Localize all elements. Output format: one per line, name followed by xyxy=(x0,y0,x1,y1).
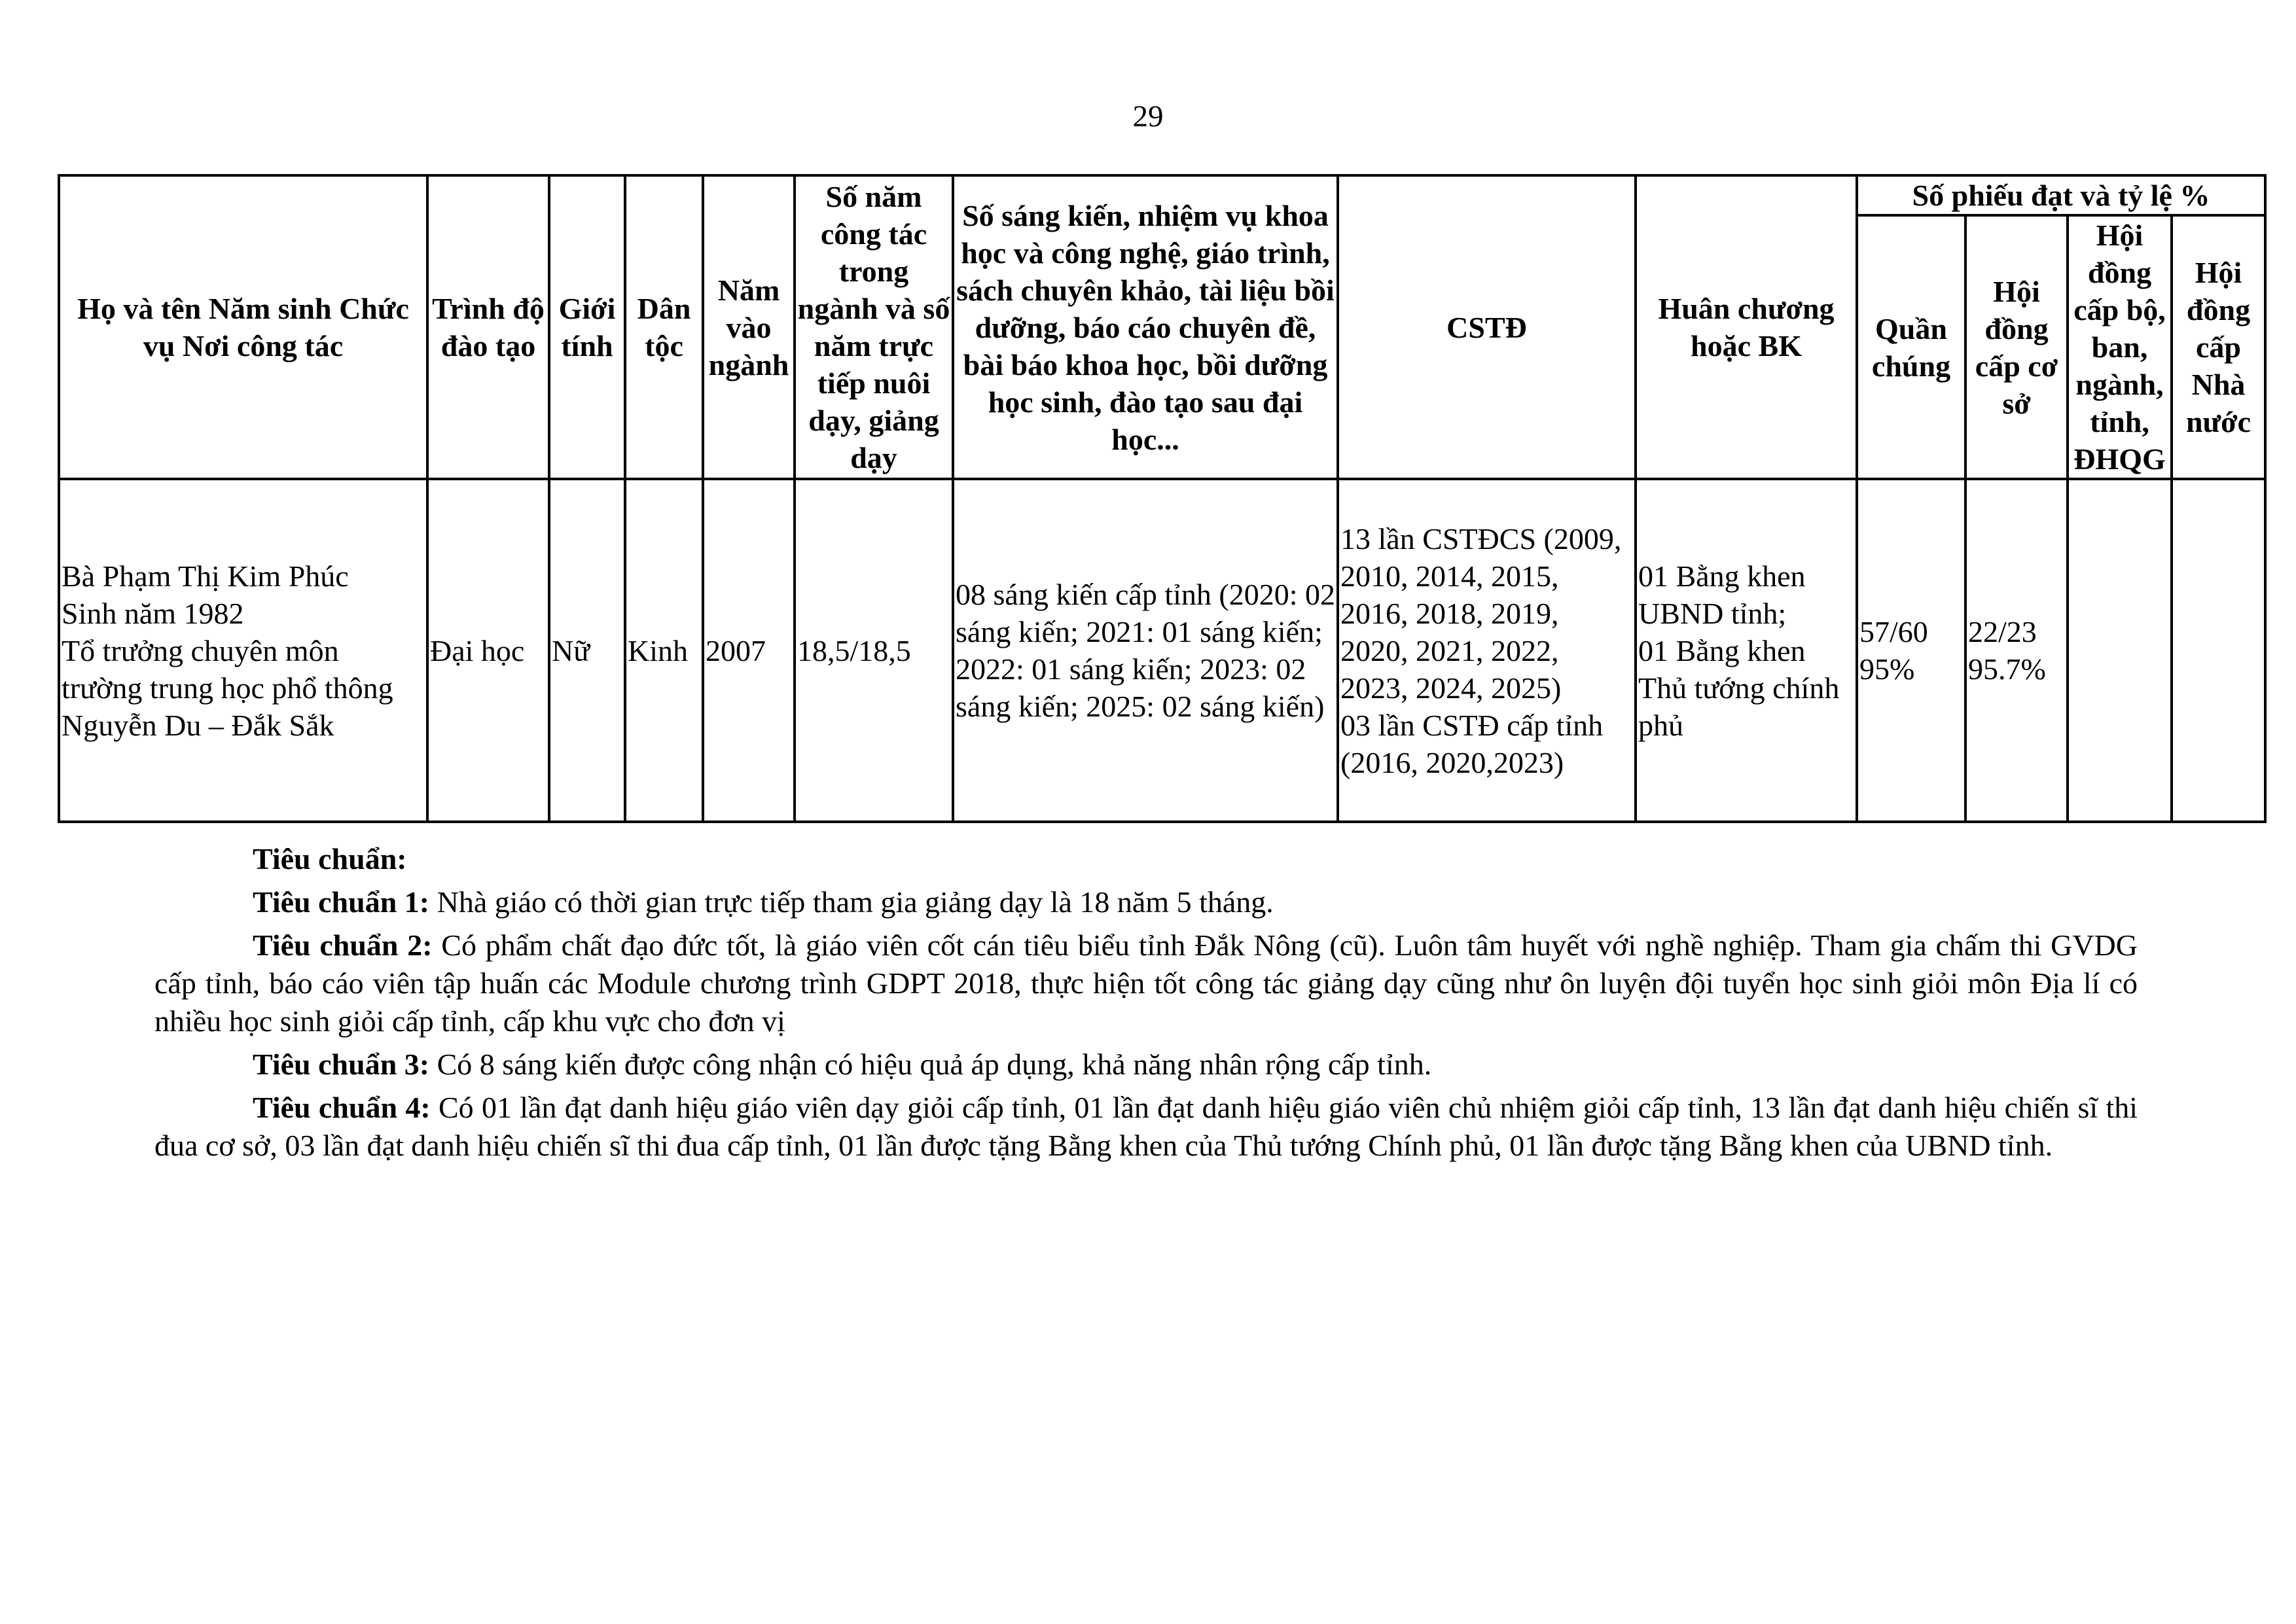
cstd-province-line: 03 lần CSTĐ cấp tỉnh (2016, 2020,2023) xyxy=(1340,708,1604,779)
cell-years-service: 18,5/18,5 xyxy=(795,479,953,822)
criteria-item-1 xyxy=(154,883,2138,921)
cstd-base-line: 13 lần CSTĐCS (2009, 2010, 2014, 2015, 2016, 2018, 2019, 2020, 2021, 2022, 2023, 2024, 2025) xyxy=(1340,521,1622,705)
page-number: 29 xyxy=(1132,99,1164,133)
votes-public-count: 57/60 xyxy=(1859,615,1928,648)
criteria-item-4 xyxy=(154,1089,2138,1165)
nominee-birth-year: Sinh năm 1982 xyxy=(62,596,244,630)
criteria-label: Tiêu chuẩn 2: xyxy=(253,928,433,962)
header-name: Họ và tên Năm sinh Chức vụ Nơi công tác xyxy=(59,175,427,479)
criteria-label: Tiêu chuẩn 3: xyxy=(253,1048,430,1081)
criteria-item-2 xyxy=(154,927,2138,1040)
header-cstd: CSTĐ xyxy=(1338,175,1636,479)
header-votes-ministry: Hội đồng cấp bộ, ban, ngành, tỉnh, ĐHQG xyxy=(2068,215,2172,479)
votes-public-percent: 95% xyxy=(1859,652,1915,686)
table-header-row xyxy=(59,175,2265,215)
header-votes-base: Hội đồng cấp cơ sở xyxy=(1965,215,2068,479)
cell-votes-public xyxy=(1857,479,1965,822)
header-ethnicity: Dân tộc xyxy=(625,175,703,479)
cell-name xyxy=(59,479,427,822)
votes-base-percent: 95.7% xyxy=(1968,652,2046,686)
cell-awards xyxy=(1636,479,1857,822)
cell-year-entered: 2007 xyxy=(703,479,795,822)
header-votes-public: Quần chúng xyxy=(1857,215,1965,479)
criteria-item-3 xyxy=(154,1046,2138,1084)
header-year-entered: Năm vào ngành xyxy=(703,175,795,479)
cell-gender: Nữ xyxy=(549,479,625,822)
criteria-heading xyxy=(154,840,2138,878)
cell-votes-base xyxy=(1965,479,2068,822)
header-education: Trình độ đào tạo xyxy=(427,175,549,479)
cell-votes-state xyxy=(2172,479,2265,822)
cell-cstd xyxy=(1338,479,1636,822)
criteria-text: Nhà giáo có thời gian trực tiếp tham gia giảng dạy là 18 năm 5 tháng. xyxy=(429,885,1274,919)
votes-base-count: 22/23 xyxy=(1968,615,2037,648)
header-awards: Huân chương hoặc BK xyxy=(1636,175,1857,479)
criteria-label: Tiêu chuẩn 4: xyxy=(253,1091,431,1124)
cell-votes-ministry xyxy=(2068,479,2172,822)
header-years-service: Số năm công tác trong ngành và số năm trực tiếp nuôi dạy, giảng dạy xyxy=(795,175,953,479)
cell-initiatives: 08 sáng kiến cấp tỉnh (2020: 02 sáng kiến; 2021: 01 sáng kiến; 2022: 01 sáng kiến; 2023: 02 sáng kiến; 2025: 02 sáng kiến) xyxy=(953,479,1338,822)
header-votes-group: Số phiếu đạt và tỷ lệ % xyxy=(1857,175,2265,215)
criteria-text: Có phẩm chất đạo đức tốt, là giáo viên cốt cán tiêu biểu tỉnh Đắk Nông (cũ). Luôn tâm huyết với nghề nghiệp. Tham gia chấm thi GVDG cấp tỉnh, báo cáo viên tập huấn các Module chương trình GDPT 2018, thực hiện tốt công tác giảng dạy cũng như ôn luyện đội tuyển học sinh giỏi môn Địa lí có nhiều học sinh giỏi cấp tỉnh, cấp khu vực cho đơn vị xyxy=(154,928,2138,1038)
criteria-text: Có 01 lần đạt danh hiệu giáo viên dạy giỏi cấp tỉnh, 01 lần đạt danh hiệu giáo viên chủ nhiệm giỏi cấp tỉnh, 13 lần đạt danh hiệu chiến sĩ thi đua cơ sở, 03 lần đạt danh hiệu chiến sĩ thi đua cấp tỉnh, 01 lần được tặng Bằng khen của Thủ tướng Chính phủ, 01 lần được tặng Bằng khen của UBND tỉnh. xyxy=(154,1091,2138,1162)
award-line: 01 Bằng khen UBND tỉnh; xyxy=(1638,559,1806,630)
header-initiatives: Số sáng kiến, nhiệm vụ khoa học và công nghệ, giáo trình, sách chuyên khảo, tài liệu bồi dưỡng, báo cáo chuyên đề, bài báo khoa học, bồi dưỡng học sinh, đào tạo sau đại học... xyxy=(953,175,1338,479)
nominee-table xyxy=(58,174,2267,823)
cell-ethnicity: Kinh xyxy=(625,479,703,822)
award-line: 01 Bằng khen Thủ tướng chính phủ xyxy=(1638,633,1840,742)
criteria-section xyxy=(154,840,2138,1165)
criteria-text: Có 8 sáng kiến được công nhận có hiệu quả áp dụng, khả năng nhân rộng cấp tỉnh. xyxy=(429,1048,1432,1081)
table-row xyxy=(59,479,2265,822)
cell-education: Đại học xyxy=(427,479,549,822)
header-gender: Giới tính xyxy=(549,175,625,479)
criteria-label: Tiêu chuẩn 1: xyxy=(253,885,430,919)
criteria-heading-text: Tiêu chuẩn: xyxy=(253,842,407,875)
header-votes-state: Hội đồng cấp Nhà nước xyxy=(2172,215,2265,479)
nominee-position: Tổ trưởng chuyên môn trường trung học phổ thông Nguyễn Du – Đắk Sắk xyxy=(62,633,393,742)
nominee-name: Bà Phạm Thị Kim Phúc xyxy=(62,559,349,593)
